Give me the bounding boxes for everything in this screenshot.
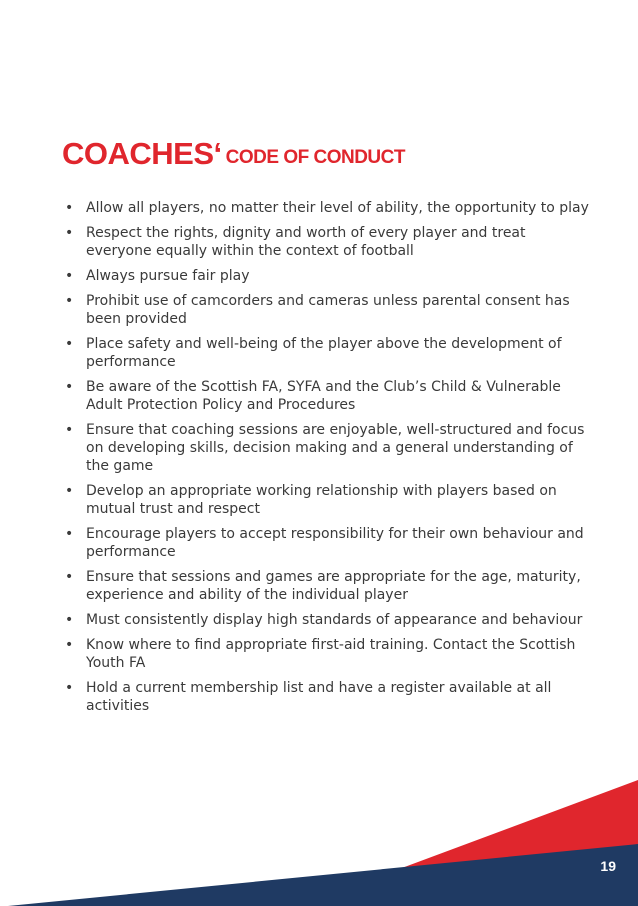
list-item-text: Place safety and well-being of the player above the development of performance xyxy=(86,336,562,370)
list-item-text: Respect the rights, dignity and worth of every player and treat everyone equally within the context of football xyxy=(86,225,526,259)
bullet-icon: • xyxy=(65,680,74,696)
list-item-text: Hold a current membership list and have a register available at all activities xyxy=(86,680,552,714)
list-item xyxy=(64,292,592,328)
bullet-icon: • xyxy=(65,483,74,499)
bullet-icon: • xyxy=(65,422,74,438)
list-item xyxy=(64,482,592,518)
list-item-text: Allow all players, no matter their level of ability, the opportunity to play xyxy=(86,200,589,216)
bullet-icon: • xyxy=(65,637,74,653)
list-item xyxy=(64,224,592,260)
list-item-text: Encourage players to accept responsibility for their own behaviour and performance xyxy=(86,526,584,560)
bullet-icon: • xyxy=(65,336,74,352)
title-main: COACHES‘ xyxy=(62,136,222,171)
bullet-icon: • xyxy=(65,569,74,585)
list-item xyxy=(64,679,592,715)
list-item xyxy=(64,421,592,475)
bullet-icon: • xyxy=(65,268,74,284)
list-item-text: Develop an appropriate working relationship with players based on mutual trust and respect xyxy=(86,483,557,517)
list-item xyxy=(64,611,592,629)
bullet-icon: • xyxy=(65,200,74,216)
list-item-text: Know where to find appropriate first-aid training. Contact the Scottish Youth FA xyxy=(86,637,576,671)
page-number: 19 xyxy=(600,858,616,874)
list-item xyxy=(64,636,592,672)
list-item xyxy=(64,199,592,217)
bullet-icon: • xyxy=(65,225,74,241)
page-title xyxy=(62,136,405,172)
list-item xyxy=(64,267,592,285)
bullet-icon: • xyxy=(65,526,74,542)
list-item xyxy=(64,335,592,371)
list-item xyxy=(64,568,592,604)
title-sub: CODE OF CONDUCT xyxy=(225,147,405,168)
list-item xyxy=(64,378,592,414)
conduct-list xyxy=(64,199,592,722)
list-item-text: Must consistently display high standards of appearance and behaviour xyxy=(86,612,583,628)
corner-decoration xyxy=(0,760,638,906)
list-item-text: Ensure that sessions and games are appropriate for the age, maturity, experience and ability of the individual player xyxy=(86,569,581,603)
bullet-icon: • xyxy=(65,379,74,395)
bullet-icon: • xyxy=(65,293,74,309)
list-item-text: Be aware of the Scottish FA, SYFA and the Club’s Child & Vulnerable Adult Protection Policy and Procedures xyxy=(86,379,561,413)
list-item-text: Ensure that coaching sessions are enjoyable, well-structured and focus on developing skills, decision making and a general understanding of the game xyxy=(86,422,585,474)
list-item-text: Always pursue fair play xyxy=(86,268,250,284)
list-item-text: Prohibit use of camcorders and cameras unless parental consent has been provided xyxy=(86,293,570,327)
bullet-icon: • xyxy=(65,612,74,628)
list-item xyxy=(64,525,592,561)
